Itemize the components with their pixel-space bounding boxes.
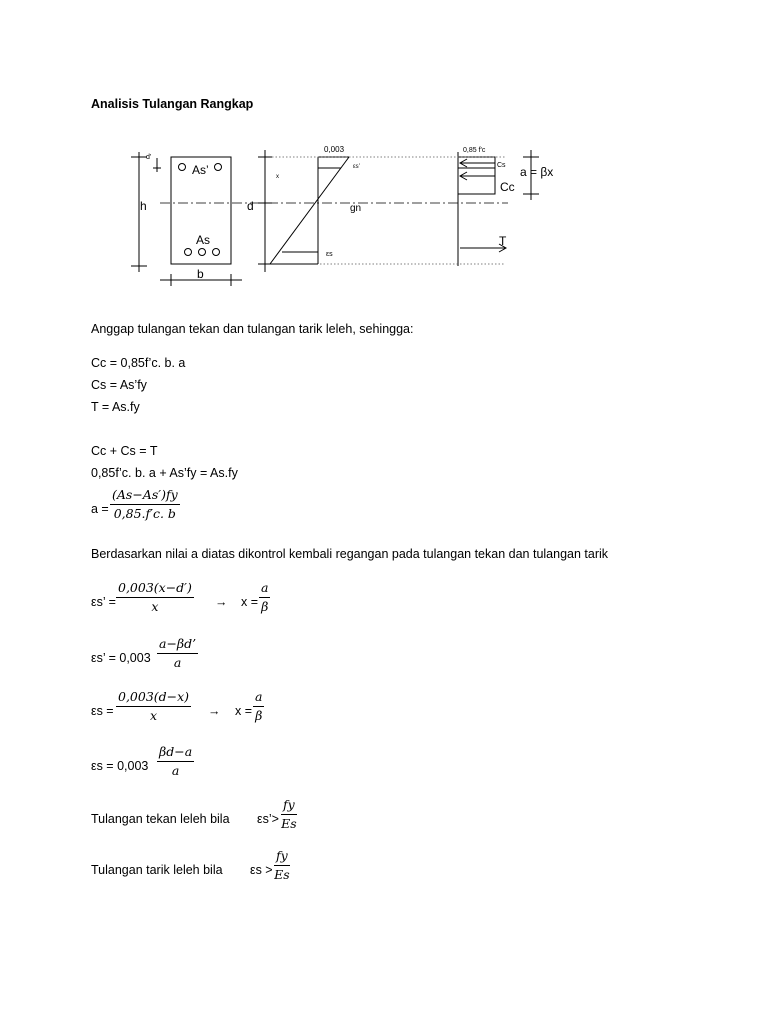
f1-x-denominator: β: [261, 599, 269, 614]
yield2-lhs: εs >: [250, 863, 273, 877]
f1-lhs: εs’ =: [91, 595, 116, 609]
label-stress-top: 0,85 f'c: [463, 147, 486, 154]
yield2-text: Tulangan tarik leleh bila: [91, 863, 223, 877]
f3-numerator: 0,003(d−x): [116, 689, 191, 707]
yield1-fraction: [281, 797, 297, 832]
f2-fraction: [157, 636, 198, 671]
f3-x-lhs: x =: [235, 704, 253, 718]
f1-x-lhs: x =: [241, 595, 259, 609]
label-d-prime: d': [146, 154, 152, 161]
yield2-denominator: Es: [274, 867, 290, 882]
label-t: T: [499, 234, 507, 248]
f1-denominator: x: [151, 599, 159, 614]
f2-denominator: a: [173, 655, 182, 670]
label-as: As: [196, 233, 211, 247]
control-text: Berdasarkan nilai a diatas dikontrol kembali regangan pada tulangan tekan dan tulangan tarik: [91, 547, 609, 561]
label-gn: gn: [350, 203, 362, 214]
label-eps-s-prime: εs’: [353, 164, 361, 170]
yield2-fraction: [274, 848, 290, 883]
f1-x-numerator: a: [259, 580, 270, 598]
a-formula-numerator: (As−As′)fy: [110, 487, 180, 505]
a-formula-denominator: 0,85.f′c. b: [113, 506, 176, 521]
f3-x-denominator: β: [255, 708, 263, 723]
f1-fraction: [116, 580, 194, 615]
equation-equilibrium: Cc + Cs = T: [91, 444, 158, 458]
f1-arrow: →: [215, 595, 228, 609]
f4-numerator: βd−a: [157, 744, 194, 762]
label-b: b: [197, 267, 204, 281]
label-a-eq: a = βx: [520, 165, 554, 179]
f3-arrow: →: [208, 704, 221, 718]
label-h: h: [140, 199, 147, 213]
yield1-numerator: fy: [281, 797, 297, 815]
f4-denominator: a: [171, 763, 180, 778]
f3-x-numerator: a: [253, 689, 264, 707]
page-title: Analisis Tulangan Rangkap: [91, 97, 254, 111]
a-formula-fraction: [110, 487, 180, 522]
f3-denominator: x: [150, 708, 158, 723]
f3-fraction: [116, 689, 191, 724]
f1-x-fraction: [259, 580, 270, 615]
f3-x-fraction: [253, 689, 264, 724]
f3-lhs: εs =: [91, 704, 114, 718]
label-cc: Cc: [500, 180, 515, 194]
label-eps-s: εs: [326, 251, 333, 258]
f2-lhs: εs’ = 0,003: [91, 651, 151, 665]
label-x: x: [276, 174, 279, 180]
label-strain-top: 0,003: [324, 145, 345, 154]
equation-t: T = As.fy: [91, 400, 140, 414]
yield1-denominator: Es: [281, 816, 297, 831]
yield2-numerator: fy: [274, 848, 290, 866]
yield1-text: Tulangan tekan leleh bila: [91, 812, 230, 826]
yield1-lhs: εs’>: [257, 812, 279, 826]
f4-lhs: εs = 0,003: [91, 759, 149, 773]
label-as-prime: As’: [192, 163, 209, 177]
intro-text: Anggap tulangan tekan dan tulangan tarik leleh, sehingga:: [91, 322, 414, 336]
f2-numerator: a−βd’: [157, 636, 198, 654]
label-cs: Cs: [497, 162, 506, 169]
label-d: d: [247, 199, 254, 213]
a-formula-lhs: a =: [91, 502, 109, 516]
equation-expanded: 0,85f’c. b. a + As’fy = As.fy: [91, 466, 238, 480]
equation-cc: Cc = 0,85f’c. b. a: [91, 356, 186, 370]
f1-numerator: 0,003(x−d′): [116, 580, 194, 598]
equation-cs: Cs = As’fy: [91, 378, 147, 392]
f4-fraction: [157, 744, 194, 779]
